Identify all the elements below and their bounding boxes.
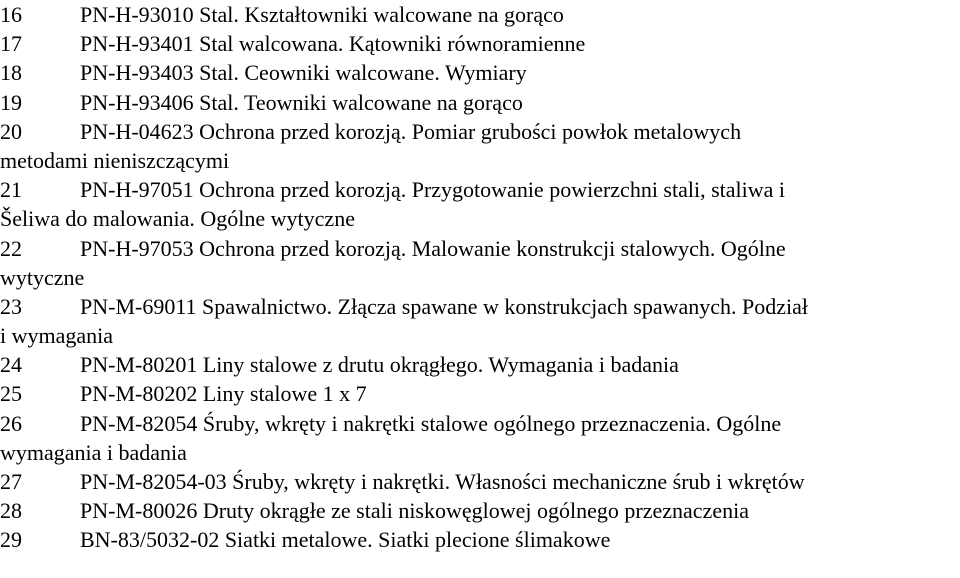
list-item bbox=[0, 29, 960, 58]
item-text: PN-M-80201 Liny stalowe z drutu okrągłego. Wymagania i badania bbox=[80, 352, 679, 378]
item-text: PN-H-04623 Ochrona przed korozją. Pomiar grubości powłok metalowych bbox=[80, 118, 742, 144]
list-item bbox=[0, 467, 960, 496]
item-text: PN-H-93406 Stal. Teowniki walcowane na gorąco bbox=[80, 89, 523, 115]
item-number: 18 bbox=[0, 60, 22, 86]
list-item bbox=[0, 379, 960, 408]
item-text: PN-M-80026 Druty okrągłe ze stali niskowęglowej ogólnego przeznaczenia bbox=[80, 498, 749, 524]
item-text: PN-H-93010 Stal. Kształtowniki walcowane na gorąco bbox=[80, 2, 564, 27]
item-text: PN-H-97051 Ochrona przed korozją. Przygotowanie powierzchni stali, staliwa i bbox=[80, 177, 786, 203]
list-item bbox=[0, 350, 960, 379]
list-item bbox=[0, 88, 960, 117]
item-text: PN-M-82054-03 Śruby, wkręty i nakrętki. Własności mechaniczne śrub i wkrętów bbox=[80, 469, 805, 494]
list-item-continuation: wymagania i badania bbox=[0, 439, 187, 465]
item-number: 24 bbox=[0, 352, 22, 378]
item-text: PN-M-69011 Spawalnictwo. Złącza spawane w konstrukcjach spawanych. Podział bbox=[80, 293, 809, 319]
item-number: 20 bbox=[0, 118, 22, 144]
list-item-continuation: i wymagania bbox=[0, 323, 114, 349]
item-number: 19 bbox=[0, 89, 22, 115]
list-item bbox=[0, 292, 960, 321]
list-item bbox=[0, 58, 960, 87]
item-text: PN-M-80202 Liny stalowe 1 x 7 bbox=[80, 381, 367, 407]
item-number: 23 bbox=[0, 293, 22, 319]
list-item bbox=[0, 496, 960, 525]
item-text: PN-H-93401 Stal walcowana. Kątowniki równoramienne bbox=[80, 31, 586, 57]
item-number: 21 bbox=[0, 177, 22, 203]
list-item bbox=[0, 409, 960, 438]
item-number: 16 bbox=[0, 2, 22, 27]
item-number: 25 bbox=[0, 381, 22, 407]
item-text: BN-83/5032-02 Siatki metalowe. Siatki plecione ślimakowe bbox=[80, 527, 611, 553]
list-item bbox=[0, 525, 960, 554]
list-item-continuation: Šeliwa do malowania. Ogólne wytyczne bbox=[0, 206, 355, 232]
list-item bbox=[0, 0, 960, 29]
item-number: 29 bbox=[0, 527, 22, 553]
list-item bbox=[0, 234, 960, 263]
list-item-continuation: metodami nieniszczącymi bbox=[0, 147, 230, 173]
item-number: 28 bbox=[0, 498, 22, 524]
item-text: PN-M-82054 Śruby, wkręty i nakrętki stalowe ogólnego przeznaczenia. Ogólne bbox=[80, 410, 782, 436]
item-number: 22 bbox=[0, 235, 22, 261]
list-item-continuation: wytyczne bbox=[0, 264, 85, 290]
item-text: PN-H-97053 Ochrona przed korozją. Malowanie konstrukcji stalowych. Ogólne bbox=[80, 235, 786, 261]
list-item bbox=[0, 117, 960, 146]
item-number: 26 bbox=[0, 410, 22, 436]
item-number: 17 bbox=[0, 31, 22, 57]
item-number: 27 bbox=[0, 469, 22, 494]
list-item bbox=[0, 175, 960, 204]
item-text: PN-H-93403 Stal. Ceowniki walcowane. Wymiary bbox=[80, 60, 527, 86]
